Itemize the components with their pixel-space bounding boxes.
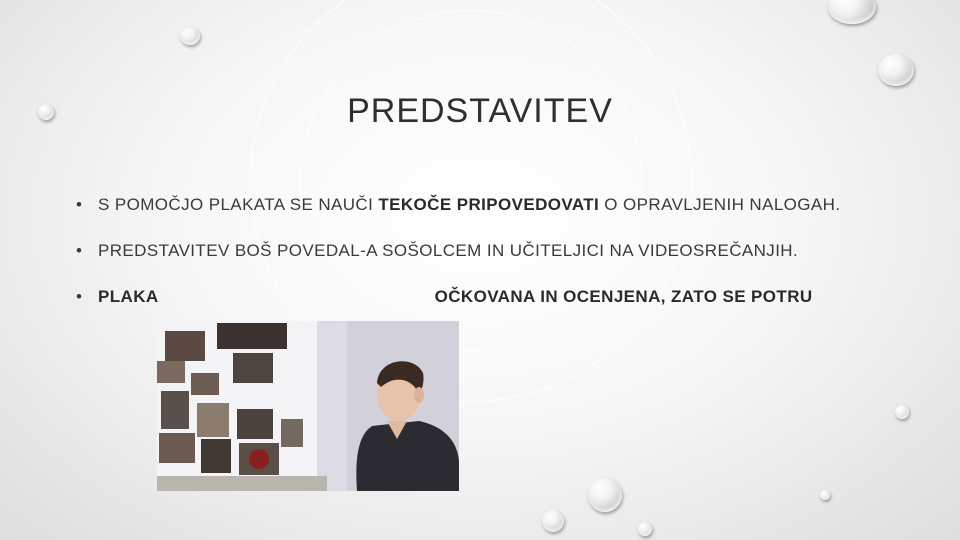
bullet-dot: •	[76, 241, 83, 260]
water-drop-decoration	[895, 405, 909, 419]
slide-title: PREDSTAVITEV	[347, 92, 613, 130]
bullet-bold-text: PLAKA	[98, 287, 158, 306]
water-drop-decoration	[820, 490, 830, 500]
bullet-item	[70, 236, 870, 266]
water-drop-decoration	[180, 27, 200, 45]
presentation-photo-illustration	[157, 321, 459, 491]
water-drop-decoration	[638, 522, 652, 536]
water-drop-decoration	[878, 54, 914, 86]
bullet-bold-text: OČKOVANA IN OCENJENA, ZATO SE POTRU	[434, 287, 813, 306]
presentation-photo	[157, 321, 459, 491]
bullet-text: PREDSTAVITEV BOŠ POVEDAL-A SOŠOLCEM IN UČITELJICI NA VIDEOSREČANJIH.	[98, 241, 799, 260]
water-drop-decoration	[542, 510, 564, 532]
water-drop-decoration	[828, 0, 876, 24]
bullet-bold-text: TEKOČE PRIPOVEDOVATI	[378, 195, 600, 214]
bullet-dot: •	[76, 287, 83, 306]
bullet-item	[70, 190, 870, 220]
water-drop-decoration	[588, 478, 622, 512]
bullet-text: O OPRAVLJENIH NALOGAH.	[599, 195, 841, 214]
bullet-item	[70, 282, 870, 312]
bullet-list	[70, 190, 870, 328]
bullet-dot: •	[76, 195, 83, 214]
bullet-bold-text	[158, 287, 435, 306]
bullet-text: S POMOČJO PLAKATA SE NAUČI	[98, 195, 379, 214]
